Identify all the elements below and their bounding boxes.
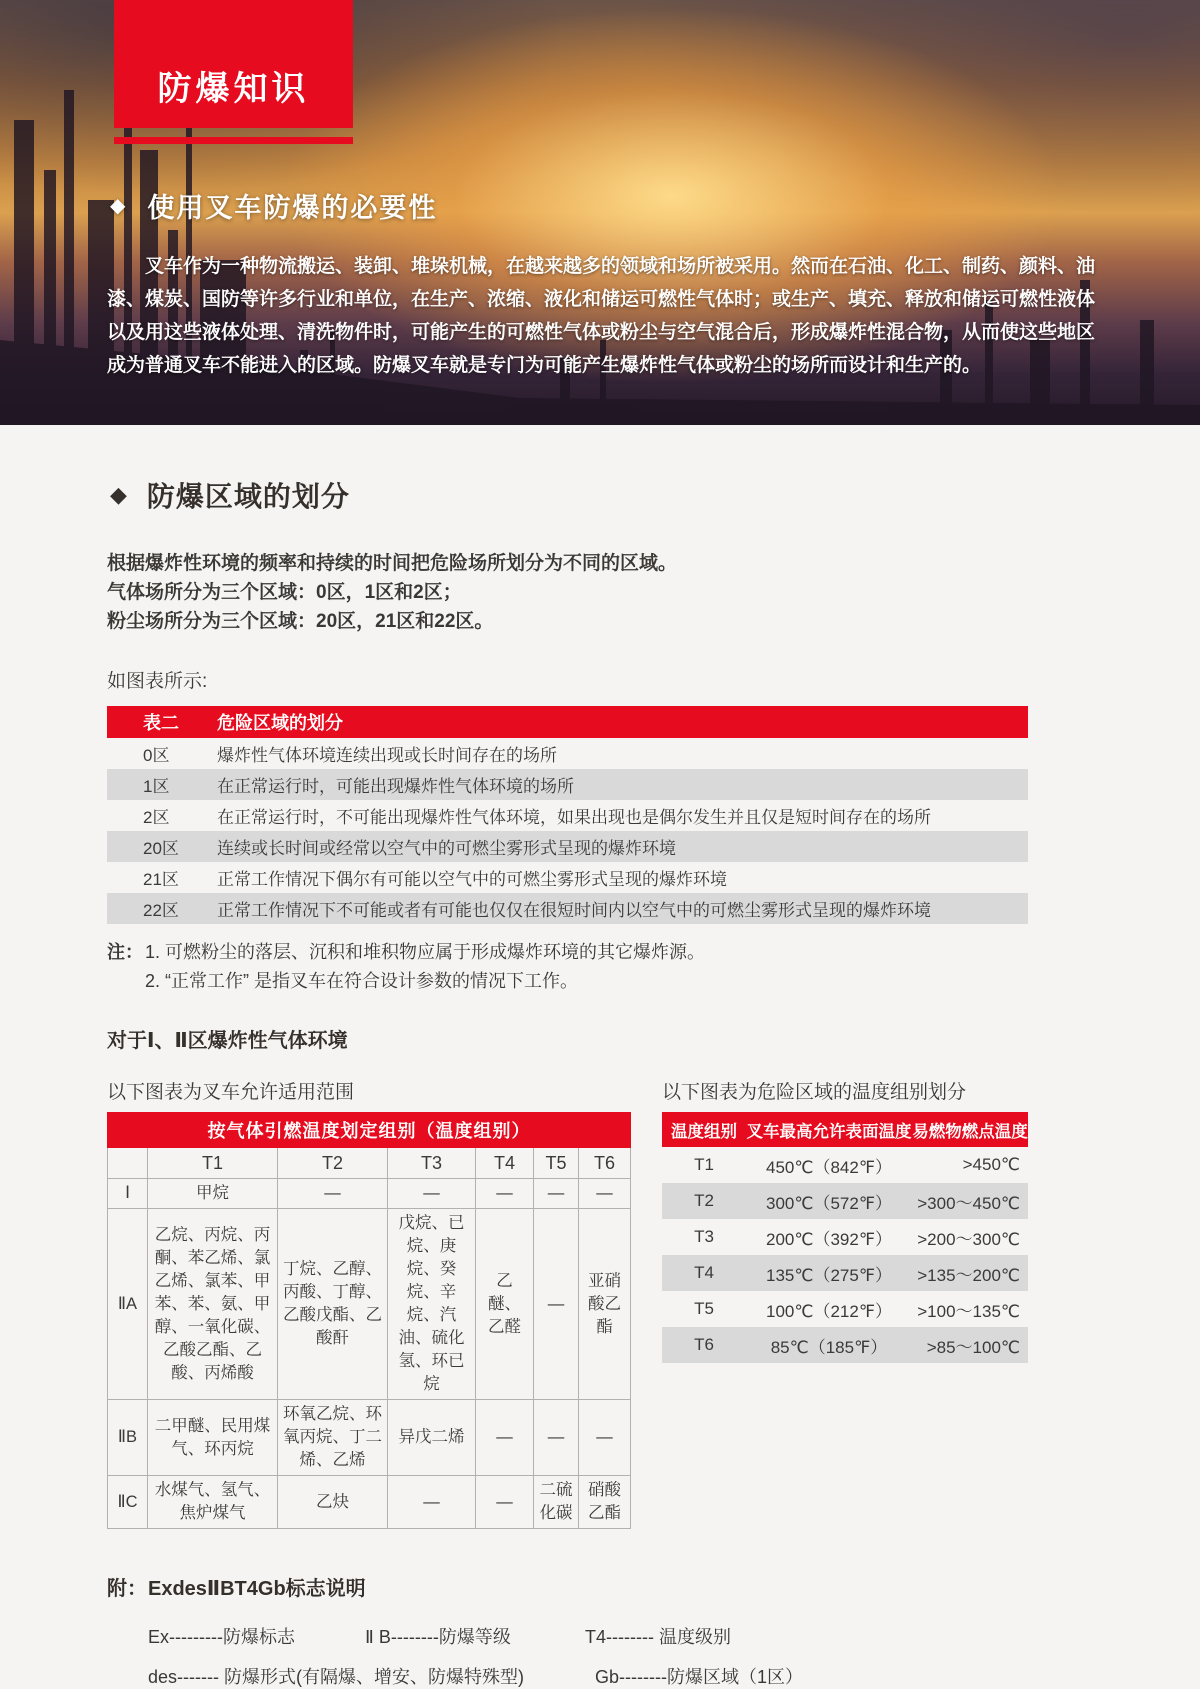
col-header-t4: T4 (476, 1148, 534, 1179)
zone-label: 1区 (143, 777, 170, 796)
zone-label: 22区 (143, 901, 179, 920)
diamond-bullet-icon: ◆ (110, 482, 127, 507)
gas-cell: 二甲醚、民用煤气、环丙烷 (148, 1400, 278, 1476)
gas-cell: — (476, 1400, 534, 1476)
gas-cell: 乙烷、丙烷、丙酮、苯乙烯、氯乙烯、氯苯、甲苯、苯、氨、甲醇、一氧化碳、乙酸乙酯、乙酸、丙烯酸 (148, 1209, 278, 1400)
zone-description: 正常工作情况下偶尔有可能以空气中的可燃尘雾形式呈现的爆炸环境 (217, 870, 727, 889)
gas-cell: — (534, 1209, 579, 1400)
surface-temp: 300℃（572℉） (766, 1193, 892, 1213)
temperature-column (662, 1077, 1028, 1529)
gas-cell: — (278, 1179, 388, 1209)
gas-cell: — (476, 1179, 534, 1209)
ignition-temp: >100～135℃ (917, 1301, 1020, 1321)
title-banner (114, 0, 353, 128)
gas-cell: 二硫化碳 (534, 1476, 579, 1529)
hero-photo (0, 0, 1200, 425)
appendix-item-t4: T4-------- 温度级别 (585, 1627, 731, 1647)
group-label: ⅡA (108, 1209, 148, 1400)
table-row (108, 1400, 631, 1476)
zone-table-notes (107, 938, 1028, 996)
zone-label: 20区 (143, 839, 179, 858)
appendix-item-des: des------- 防爆形式(有隔爆、增安、防爆特殊型) (148, 1667, 524, 1687)
surface-temp: 200℃（392℉） (766, 1229, 892, 1249)
gas-cell: 甲烷 (148, 1179, 278, 1209)
gas-group-table-title: 按气体引燃温度划定组别（温度组别） (108, 1113, 631, 1148)
col-header-group: 温度组别 (671, 1122, 737, 1141)
two-column-tables (107, 1077, 1028, 1529)
table-row (108, 1476, 631, 1529)
temp-group: T2 (694, 1191, 714, 1210)
table-row (662, 1183, 1028, 1219)
group-label: Ⅰ (108, 1179, 148, 1209)
table-row (107, 831, 1028, 862)
gas-environment-heading: 对于Ⅰ、Ⅱ区爆炸性气体环境 (107, 1030, 348, 1052)
zone-table-header-label: 表二 (143, 713, 179, 733)
temp-group: T3 (694, 1227, 714, 1246)
gas-cell: 硝酸乙酯 (579, 1476, 631, 1529)
section-heading-necessity-text: 使用叉车防爆的必要性 (147, 193, 438, 223)
ignition-temp: >300～450℃ (917, 1193, 1020, 1213)
content-area (107, 425, 1028, 1689)
temperature-table-body (662, 1147, 1028, 1363)
surface-temp: 85℃（185℉） (770, 1337, 888, 1357)
temp-group: T1 (694, 1155, 714, 1174)
table-row (662, 1291, 1028, 1327)
section-heading-zones-text: 防爆区域的划分 (146, 481, 350, 512)
appendix-title: ExdesⅡBT4Gb标志说明 (148, 1578, 366, 1600)
surface-temp: 100℃（212℉） (766, 1301, 892, 1321)
zones-intro (107, 549, 1028, 636)
col-header-ignition-temp: 易燃物燃点温度 (912, 1122, 1028, 1141)
temperature-caption: 以下图表为危险区域的温度组别划分 (662, 1082, 967, 1103)
gas-cell: 水煤气、氢气、焦炉煤气 (148, 1476, 278, 1529)
zone-label: 2区 (143, 808, 170, 827)
note-line: 1. 可燃粉尘的落层、沉积和堆积物应属于形成爆炸环境的其它爆炸源。 (145, 942, 706, 962)
col-header-t2: T2 (278, 1148, 388, 1179)
zone-table-body (107, 738, 1028, 924)
zone-label: 21区 (143, 870, 179, 889)
temperature-table-header (662, 1112, 1028, 1147)
group-label: ⅡC (108, 1476, 148, 1529)
zones-intro-line: 气体场所分为三个区域：0区，1区和2区； (107, 582, 462, 603)
ignition-temp: >200～300℃ (917, 1229, 1020, 1249)
note-line: 2. “正常工作” 是指叉车在符合设计参数的情况下工作。 (145, 971, 578, 991)
zone-table-header-title: 危险区域的划分 (217, 713, 343, 733)
ignition-temp: >135～200℃ (917, 1265, 1020, 1285)
section-heading-necessity (110, 186, 437, 225)
table-row (107, 800, 1028, 831)
gas-cell: — (388, 1179, 476, 1209)
appendix-row (148, 1623, 1028, 1649)
zone-description: 连续或长时间或经常以空气中的可燃尘雾形式呈现的爆炸环境 (217, 839, 676, 858)
zones-intro-line: 粉尘场所分为三个区域：20区，21区和22区。 (107, 611, 494, 632)
gas-cell: — (388, 1476, 476, 1529)
table-row (662, 1327, 1028, 1363)
table-row (107, 738, 1028, 769)
diamond-bullet-icon: ◆ (110, 195, 126, 217)
gas-cell: — (534, 1179, 579, 1209)
gas-cell: 异戊二烯 (388, 1400, 476, 1476)
table-row (107, 769, 1028, 800)
col-header-t1: T1 (148, 1148, 278, 1179)
col-header-surface-temp: 叉车最高允许表面温度 (746, 1122, 912, 1141)
gas-group-table (107, 1112, 631, 1529)
appendix-item-ex: Ex---------防爆标志 (148, 1627, 295, 1647)
zone-table-header (107, 706, 1028, 738)
title-banner-underline (114, 137, 353, 144)
zone-label: 0区 (143, 746, 170, 765)
table-row (662, 1147, 1028, 1183)
zone-description: 正常工作情况下不可能或者有可能也仅仅在很短时间内以空气中的可燃尘雾形式呈现的爆炸环境 (217, 901, 931, 920)
temperature-table (662, 1112, 1028, 1363)
appendix-row (148, 1663, 1028, 1689)
ignition-temp: >85～100℃ (926, 1337, 1020, 1357)
table-row (108, 1209, 631, 1400)
necessity-paragraph: 叉车作为一种物流搬运、装卸、堆垛机械，在越来越多的领域和场所被采用。然而在石油、化工、制药、颜料、油漆、煤炭、国防等许多行业和单位，在生产、浓缩、液化和储运可燃性气体时；或生产、填充、释放和储运可燃性液体以及用这些液体处理、清洗物件时，可能产生的可燃性气体或粉尘与空气混合后，形成爆炸性混合物，从而使这些地区成为普通叉车不能进入的区域。防爆叉车就是专门为可能产生爆炸性气体或粉尘的场所而设计和生产的。 (107, 256, 1096, 376)
section-heading-zones (107, 425, 1028, 515)
gas-cell: — (534, 1400, 579, 1476)
zone-table-caption: 如图表所示: (107, 671, 208, 692)
appendix-item-gb: Gb--------防爆区域（1区） (595, 1667, 803, 1687)
group-label: ⅡB (108, 1400, 148, 1476)
page-title: 防爆知识 (157, 70, 310, 108)
appendix-title-row (107, 1572, 1028, 1601)
table-row (108, 1179, 631, 1209)
gas-cell: 亚硝酸乙酯 (579, 1209, 631, 1400)
zone-description: 在正常运行时，可能出现爆炸性气体环境的场所 (217, 777, 574, 796)
surface-temp: 450℃（842℉） (766, 1157, 892, 1177)
zone-description: 爆炸性气体环境连续出现或长时间存在的场所 (217, 746, 557, 765)
gas-cell: 乙醚、乙醛 (476, 1209, 534, 1400)
appendix-label: 附： (107, 1578, 147, 1600)
table-row (662, 1255, 1028, 1291)
temp-group: T6 (694, 1335, 714, 1354)
gas-cell: 环氧乙烷、环氧丙烷、丁二烯、乙烯 (278, 1400, 388, 1476)
col-header-t5: T5 (534, 1148, 579, 1179)
table-row (662, 1219, 1028, 1255)
ignition-temp: >450℃ (962, 1155, 1020, 1174)
gas-cell: 戊烷、已烷、庚烷、癸烷、辛烷、汽油、硫化氢、环已烷 (388, 1209, 476, 1400)
temp-group: T5 (694, 1299, 714, 1318)
gas-group-caption: 以下图表为叉车允许适用范围 (107, 1082, 355, 1103)
gas-cell: — (579, 1179, 631, 1209)
gas-cell: 乙炔 (278, 1476, 388, 1529)
zone-description: 在正常运行时，不可能出现爆炸性气体环境，如果出现也是偶尔发生并且仅是短时间存在的场所 (217, 808, 931, 827)
temp-group: T4 (694, 1263, 714, 1282)
gas-cell: — (476, 1476, 534, 1529)
zones-intro-line: 根据爆炸性环境的频率和持续的时间把危险场所划分为不同的区域。 (107, 553, 678, 574)
gas-cell: 丁烷、乙醇、丙酸、丁醇、乙酸戊酯、乙酸酐 (278, 1209, 388, 1400)
notes-body (145, 938, 705, 996)
surface-temp: 135℃（275℉） (766, 1265, 892, 1285)
zone-table (107, 706, 1028, 924)
gas-group-column (107, 1077, 630, 1529)
col-header-t3: T3 (388, 1148, 476, 1179)
appendix-item-iib: Ⅱ B--------防爆等级 (365, 1627, 511, 1647)
table-row (107, 893, 1028, 924)
marking-appendix (107, 1572, 1028, 1689)
corner-cell (108, 1148, 148, 1179)
col-header-t6: T6 (579, 1148, 631, 1179)
gas-cell: — (579, 1400, 631, 1476)
table-row (107, 862, 1028, 893)
notes-label: 注： (107, 942, 143, 962)
